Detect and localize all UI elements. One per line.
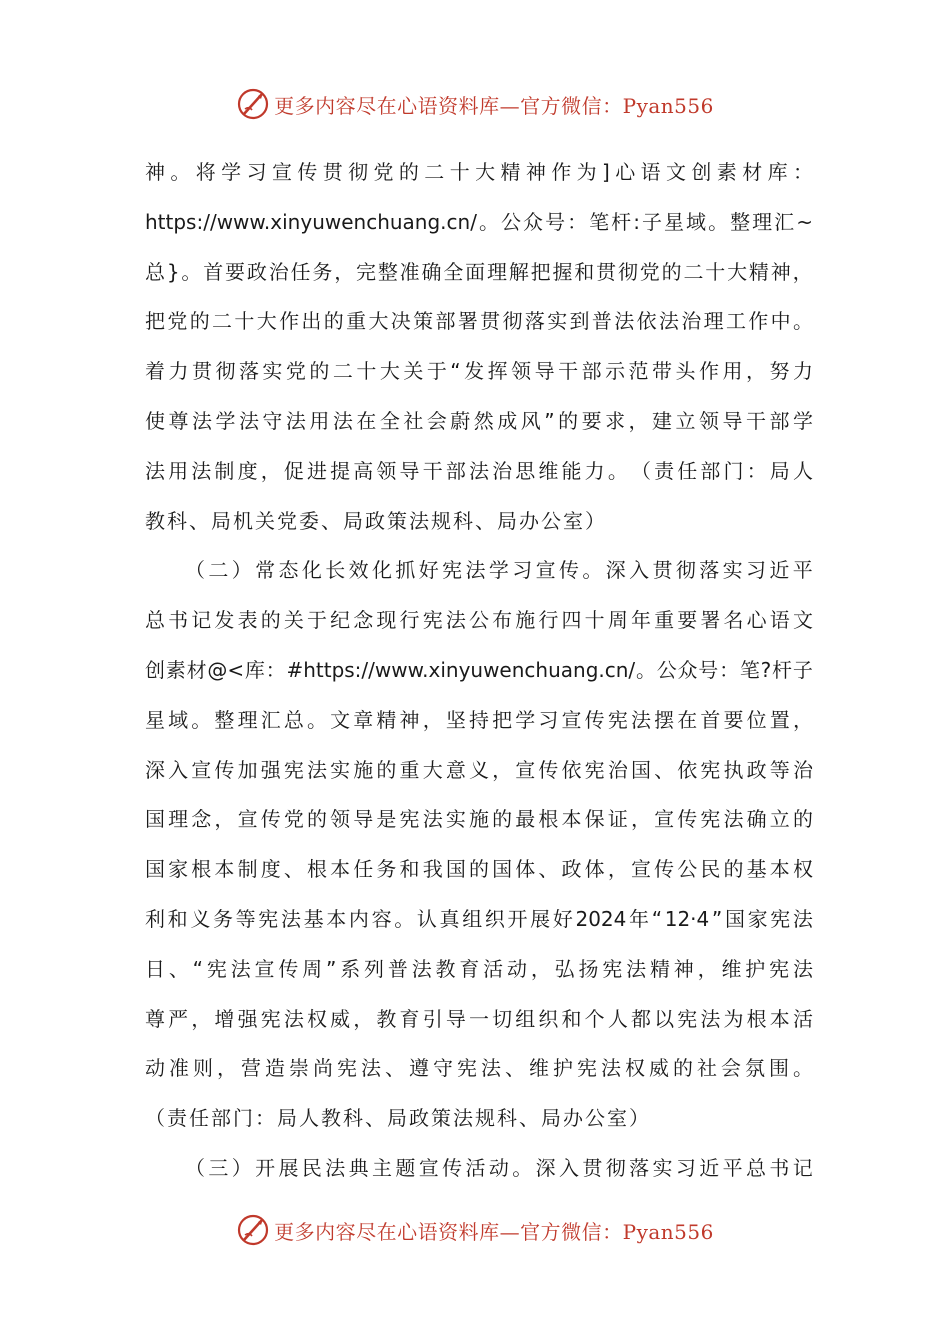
text-line: https://www.xinyuwenchuang.cn/ 。 公 众 号 ： 笔 杆 : 子 星 域 。 整 理 汇 ~ (145, 209, 813, 234)
text-line: 教科、局机关党委、局政策法规科、局办公室） (145, 508, 607, 533)
text-line: 把 党 的 二 十 大 作 出 的 重 大 决 策 部 署 贯 彻 落 实 到 普 法 依 法 治 理 工 作 中 。 (145, 309, 813, 334)
text-line: （责任部门：局人教科、局政策法规科、局办公室） (145, 1106, 651, 1131)
text-line: 星 域 。 整 理 汇 总 。 文 章 精 神 ， 坚 持 把 学 习 宣 传 宪 法 摆 在 首 要 位 置 ， (145, 707, 813, 732)
text-line: 深 入 宣 传 加 强 宪 法 实 施 的 重 大 意 义 ， 宣 传 依 宪 治 国 、 依 宪 执 政 等 治 (145, 757, 813, 782)
text-line: 着 力 贯 彻 落 实 党 的 二 十 大 关 于 “ 发 挥 领 导 干 部 示 范 带 头 作 用 ， 努 力 (145, 359, 813, 384)
footer-banner-text: 更多内容尽在心语资料库—官方微信：Pyan556 (274, 1219, 714, 1244)
text-line: （ 三 ） 开 展 民 法 典 主 题 宣 传 活 动 。 深 入 贯 彻 落 实 习 近 平 总 书 记 (185, 1155, 813, 1180)
text-line: 神 。 将 学 习 宣 传 贯 彻 党 的 二 十 大 精 神 作 为 ] 心 语 文 创 素 材 库 ： (145, 160, 813, 184)
header-banner-text: 更多内容尽在心语资料库—官方微信：Pyan556 (274, 93, 714, 118)
text-line: 日 、 “ 宪 法 宣 传 周 ” 系 列 普 法 教 育 活 动 ， 弘 扬 宪 法 精 神 ， 维 护 宪 法 (145, 956, 813, 981)
pen-logo-icon (236, 87, 270, 121)
text-line: 国 理 念 ， 宣 传 党 的 领 导 是 宪 法 实 施 的 最 根 本 保 证 ， 宣 传 宪 法 确 立 的 (145, 807, 813, 832)
footer-banner (0, 1210, 950, 1250)
text-line: 总 } 。 首 要 政 治 任 务 ， 完 整 准 确 全 面 理 解 把 握 和 贯 彻 党 的 二 十 大 精 神 ， (145, 259, 813, 284)
text-line: 尊 严 ， 增 强 宪 法 权 威 ， 教 育 引 导 一 切 组 织 和 个 人 都 以 宪 法 为 根 本 活 (145, 1006, 813, 1031)
text-line: 国 家 根 本 制 度 、 根 本 任 务 和 我 国 的 国 体 、 政 体 ， 宣 传 公 民 的 基 本 权 (145, 857, 813, 882)
header-banner (0, 84, 950, 124)
text-line: 创 素 材 @< 库 ： #https://www.xinyuwenchuang.cn/ 。 公 众 号 ： 笔 ? 杆 子 (145, 657, 813, 682)
pen-logo-icon (236, 1213, 270, 1247)
document-body (145, 148, 813, 1194)
text-line: （ 二 ） 常 态 化 长 效 化 抓 好 宪 法 学 习 宣 传 。 深 入 贯 彻 落 实 习 近 平 (185, 558, 813, 583)
text-line: 法 用 法 制 度 ， 促 进 提 高 领 导 干 部 法 治 思 维 能 力 。 （ 责 任 部 门 ： 局 人 (145, 458, 813, 483)
text-line: 动 准 则 ， 营 造 崇 尚 宪 法 、 遵 守 宪 法 、 维 护 宪 法 权 威 的 社 会 氛 围 。 (145, 1056, 813, 1081)
text-line: 使 尊 法 学 法 守 法 用 法 在 全 社 会 蔚 然 成 风 ” 的 要 求 ， 建 立 领 导 干 部 学 (145, 408, 813, 433)
text-line: 总 书 记 发 表 的 关 于 纪 念 现 行 宪 法 公 布 施 行 四 十 周 年 重 要 署 名 心 语 文 (145, 608, 813, 633)
text-line: 利 和 义 务 等 宪 法 基 本 内 容 。 认 真 组 织 开 展 好 2024 年 “ 12·4 ” 国 家 宪 法 (145, 906, 813, 931)
